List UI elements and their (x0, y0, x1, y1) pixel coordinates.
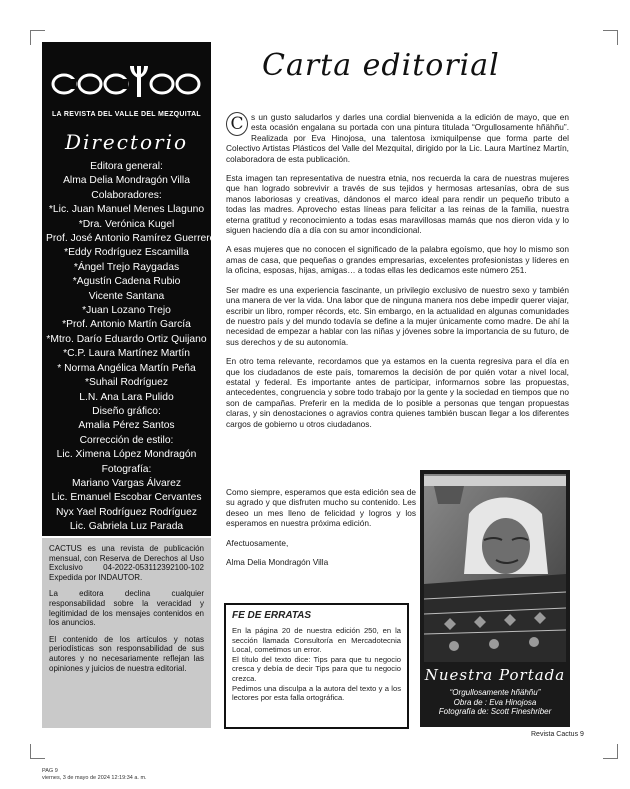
print-date: viernes, 3 de mayo de 2024 12:19:34 a. m. (42, 775, 147, 781)
cover-feature (420, 470, 570, 727)
editorial-paragraph: Ser madre es una experiencia fascinante, un privilegio exclusivo de nuestro sexo y también una manera de ver la vida. Una labor que de ninguna manera nos debe impedir querer viajar, escribir un libro, romper récords, etc. Sin embargo, en la actualidad en algunas comunidades de nuestro país y del mundo todavía se define a la mujer únicamente como madre. De ahí la necesidad de empezar a hablar con las niñas y jóvenes sobre la importancia de su futuro, de sus derechos y de su autonomía. (226, 284, 569, 347)
errata-box (224, 603, 409, 729)
directory-entry: Lic. Emanuel Escobar Cervantes (51, 492, 202, 504)
info-paragraph: La editora declina cualquier responsabilidad sobre la veracidad y legitimidad de los mensajes contenidos en los anuncios. (49, 589, 204, 628)
errata-title: FE DE ERRATAS (232, 610, 312, 621)
editorial-paragraph: A esas mujeres que no conocen el significado de la palabra egoísmo, que hoy lo mismo son amas de casa, que pequeñas o grandes empresarias, excelentes profesionistas y líderes en la oficina, esposas, hijas, amigas… a todas ellas les dedicamos este número 251. (226, 244, 569, 276)
directory-entry: Lic. Gabriela Luz Parada (69, 521, 184, 533)
info-paragraph: CACTUS es una revista de publicación mensual, con Reserva de Derechos al Uso Exclusivo 04-2022-053112392100-102 Expedida por INDAUTOR. (49, 544, 204, 582)
editorial-closing (226, 487, 416, 576)
crop-mark-top-right (603, 30, 618, 45)
directory-entry: Alma Delia Mondragón Villa (63, 175, 190, 187)
directory-entry: Amalia Pérez Santos (78, 420, 175, 432)
directory-entry: Prof. José Antonio Ramírez Guerrero (46, 233, 216, 245)
cactus-logo (50, 64, 203, 98)
print-page: PAG 9 (42, 768, 58, 774)
editorial-title: Carta editorial (262, 48, 500, 83)
directory-entry: *Mtro. Darío Eduardo Ortiz Quijano (46, 333, 207, 345)
directory-entry: *Prof. Antonio Martín García (62, 319, 191, 331)
info-paragraph: El contenido de los artículos y notas periodísticas son responsabilidad de sus autores y no necesariamente reflejan las opiniones y juicios de nuestra editorial. (49, 634, 204, 673)
directory-entry: Fotografía: (101, 463, 152, 475)
directory-entry: *Juan Lozano Trejo (82, 305, 171, 317)
editorial-paragraph: Esta imagen tan representativa de nuestra etnia, nos recuerda la cara de nuestras mujeres que han logrado sobrevivir a través de sus tejidos y hermosas artesanías, obra de sus manos laboriosas y creativas, dándonos el marco ideal para rendir un pequeño tributo a todas las madres. Aprovecho estas líneas para felicitar a las reinas de la familia, nuestra eterna gratitud y reconocimiento a todas esas maravillosas mamás que nos dieron vida y lo siguen haciendo día a día con su amor incondicional. (226, 173, 569, 236)
drop-cap: C (226, 112, 248, 136)
directory-entry: * Norma Angélica Martín Peña (57, 362, 196, 374)
sign-off: Afectuosamente, (226, 537, 289, 548)
directory-entry: Nyx Yael Rodríguez Rodríguez (56, 506, 197, 518)
directory-entry: *C.P. Laura Martínez Martín (63, 348, 190, 360)
directory-entry: *Dra. Verónica Kugel (78, 218, 175, 230)
cover-caption (420, 666, 570, 717)
cover-painting-image (424, 474, 566, 662)
directory-title: Directorio (64, 130, 189, 154)
cover-photographer: Fotografía de: Scott Fineshriber (438, 707, 552, 716)
print-info (42, 768, 147, 782)
publication-info (42, 538, 211, 728)
errata-paragraph: El título del texto dice: Tips para que tu negocio cresca y debía de decir Tips para que tu negocio crezca. (232, 654, 401, 683)
directory-entry: Corrección de estilo: (79, 434, 174, 446)
crop-mark-bottom-right (603, 744, 618, 759)
directory-entry: *Eddy Rodríguez Escamilla (64, 247, 189, 259)
errata-text (232, 626, 401, 703)
directory-entry: *Suhail Rodríguez (85, 377, 168, 389)
directory-list (46, 160, 216, 535)
directory-entry: Diseño gráfico: (92, 405, 161, 417)
directory-entry: *Ángel Trejo Raygadas (73, 261, 180, 273)
page-footer: Revista Cactus 9 (531, 731, 584, 738)
editorial-paragraph: En otro tema relevante, recordamos que ya estamos en la cuenta regresiva para el día en que los ciudadanos de este país, tomaremos la decisión de por quién votar a nivel local, estatal y federal. Es importante antes de participar, informarnos sobre las propuestas, antecedentes, congruencia y sobre todo trabajo por la gente y la sociedad en tiempos que no son de campañas. Preferir en la medida de lo posible a personas que tengan propuestas claras, y sin denostaciones o agravios contra quienes también buscan llegar a los diferentes cargos de gobierno u otros ciudadanos. (226, 356, 569, 429)
editorial-body (226, 112, 569, 438)
directory-entry: Editora general: (90, 161, 163, 172)
editorial-paragraph: Como siempre, esperamos que esta edición sea de su agrado y que disfruten mucho su contenido. Les deseo un mes lleno de felicidad y logros y los esperamos en nuestra próxima edición. (226, 487, 416, 529)
directory-entry: Lic. Ximena López Mondragón (56, 449, 197, 461)
directory-entry: Mariano Vargas Álvarez (71, 477, 182, 489)
directory-entry: *Lic. Juan Manuel Menes Llaguno (48, 204, 205, 216)
sidebar (42, 42, 216, 728)
cover-heading: Nuestra Portada (424, 666, 566, 684)
editorial-paragraph: C s un gusto saludarlos y darles una cordial bienvenida a la edición de mayo, que en esta ocasión engalana su portada con una pintura titulada “Orgullosamente hñähñu”. Realizada por Eva Hinojosa, una talentosa ixmiquilpense que forma parte del Colectivo Artistas Plásticos del Valle del Mezquital, dirigido por la Lic. Laura Martínez Martín, colaboradora de esta publicación. (226, 112, 569, 164)
cover-credits (420, 688, 570, 717)
directory-entry: Colaboradores: (91, 189, 162, 201)
cover-artist: Obra de : Eva Hinojosa (453, 697, 537, 707)
signature: Alma Delia Mondragón Villa (226, 557, 329, 568)
crop-mark-bottom-left (30, 744, 45, 759)
directory-entry: L.N. Ana Lara Pulido (79, 391, 174, 403)
errata-paragraph: En la página 20 de nuestra edición 250, en la sección llamada Consultoría en Mercadotecnia Local, cometimos un error. (232, 626, 401, 655)
directory-entry: Vicente Santana (88, 290, 165, 302)
directory-entry: *Agustín Cadena Rubio (72, 276, 181, 288)
errata-paragraph: Pedimos una disculpa a la autora del texto y a los lectores por esta falla ortográfica. (232, 683, 401, 703)
cover-title: “Orgullosamente hñähñu” (449, 688, 541, 697)
masthead (42, 42, 216, 536)
magazine-tagline: LA REVISTA DEL VALLE DEL MEZQUITAL (51, 111, 202, 118)
